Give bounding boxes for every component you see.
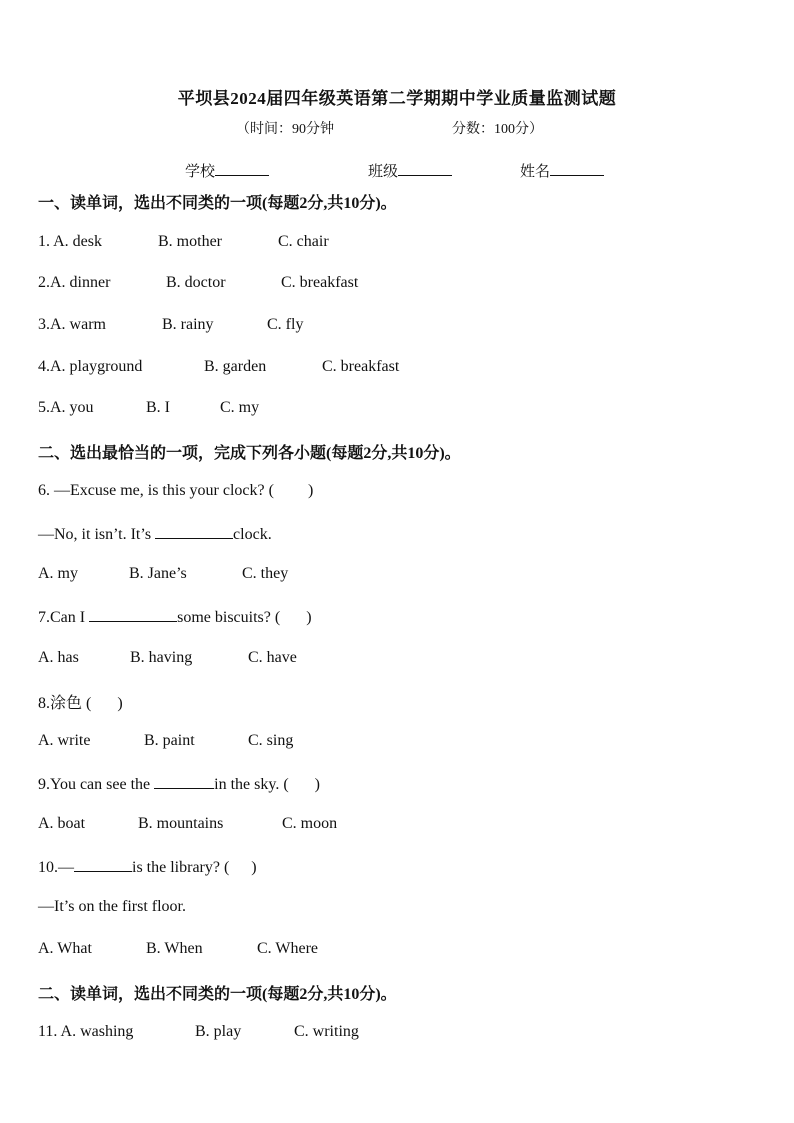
class-blank[interactable] (398, 161, 452, 176)
question-1: 1. A. desk (38, 233, 102, 250)
q5-option-c: C. my (220, 399, 260, 416)
q7-option-b: B. having (130, 649, 193, 666)
question-7 (38, 607, 312, 627)
question-6-reply (38, 524, 272, 544)
q8-stem-end: ) (117, 695, 123, 712)
q10-blank[interactable] (74, 857, 132, 872)
q11-option-c: C. writing (294, 1023, 359, 1040)
exam-score: 分数：100分） (452, 122, 543, 137)
q9-option-c: C. moon (282, 815, 338, 832)
section-heading-1: 一、读单词，选出不同类的一项(每题2分,共10分)。 (38, 195, 397, 212)
question-4: 4.A. playground (38, 358, 143, 375)
q6-option-a: A. my (38, 565, 78, 582)
section-heading-3: 二、读单词，选出不同类的一项(每题2分,共10分)。 (38, 986, 397, 1003)
name-blank[interactable] (550, 161, 604, 176)
q10-stem-start: 10.— (38, 859, 74, 876)
q9-stem-end: ) (314, 776, 320, 793)
q8-option-c: C. sing (248, 732, 294, 749)
q1-option-c: C. chair (278, 233, 329, 250)
q2-option-c: C. breakfast (281, 274, 359, 291)
q1-option-b: B. mother (158, 233, 222, 250)
q9-blank[interactable] (154, 774, 214, 789)
q6-option-c: C. they (242, 565, 289, 582)
question-10-reply: —It’s on the first floor. (38, 898, 186, 915)
question-6 (38, 482, 313, 500)
q6-stem-end: ) (307, 482, 314, 499)
q9-option-b: B. mountains (138, 815, 224, 832)
q3-option-b: B. rainy (162, 316, 214, 333)
question-3: 3.A. warm (38, 316, 106, 333)
q6-option-b: B. Jane’s (129, 565, 187, 582)
q10-stem-end: ) (251, 859, 257, 876)
question-5: 5.A. you (38, 399, 94, 416)
question-8 (38, 690, 123, 713)
page-title: 平坝县2024届四年级英语第二学期期中学业质量监测试题 (177, 89, 617, 108)
exam-time: （时间：90分钟 (236, 122, 334, 137)
q10-stem-mid: is the library? ( (132, 859, 230, 876)
q8-option-b: B. paint (144, 732, 195, 749)
q2-option-b: B. doctor (166, 274, 226, 291)
q3-option-c: C. fly (267, 316, 304, 333)
q10-option-a: A. What (38, 940, 92, 957)
q7-stem-start: 7.Can I (38, 609, 90, 626)
q6-stem: 6. —Excuse me, is this your clock? ( (38, 482, 274, 499)
q10-option-c: C. Where (257, 940, 319, 957)
q9-stem-start: 9.You can see the (38, 776, 155, 793)
name-label: 姓名 (520, 164, 551, 180)
q7-stem-end: ) (306, 609, 312, 626)
q4-option-b: B. garden (204, 358, 267, 375)
q7-stem-mid: some biscuits? ( (177, 609, 281, 626)
q7-blank[interactable] (89, 607, 177, 622)
question-10 (38, 857, 257, 877)
name-field[interactable] (520, 160, 604, 181)
q7-option-c: C. have (248, 649, 297, 666)
school-label: 学校 (185, 164, 216, 180)
q11-option-b: B. play (195, 1023, 242, 1040)
q4-option-c: C. breakfast (322, 358, 400, 375)
school-field[interactable] (185, 160, 269, 181)
q8-stem: 8.涂色 ( (38, 695, 92, 712)
q7-option-a: A. has (38, 649, 79, 666)
q6-blank[interactable] (155, 524, 233, 539)
q6-reply-end: clock. (233, 526, 272, 543)
class-field[interactable] (368, 160, 452, 181)
question-9 (38, 774, 320, 794)
question-11: 11. A. washing (38, 1023, 134, 1040)
class-label: 班级 (368, 164, 399, 180)
q6-reply-start: —No, it isn’t. It’s (38, 526, 156, 543)
q8-option-a: A. write (38, 732, 91, 749)
question-2: 2.A. dinner (38, 274, 111, 291)
q5-option-b: B. I (146, 399, 170, 416)
section-heading-2: 二、选出最恰当的一项，完成下列各小题(每题2分,共10分)。 (38, 445, 461, 462)
q9-stem-mid: in the sky. ( (214, 776, 289, 793)
school-blank[interactable] (215, 161, 269, 176)
q10-option-b: B. When (146, 940, 203, 957)
q9-option-a: A. boat (38, 815, 86, 832)
